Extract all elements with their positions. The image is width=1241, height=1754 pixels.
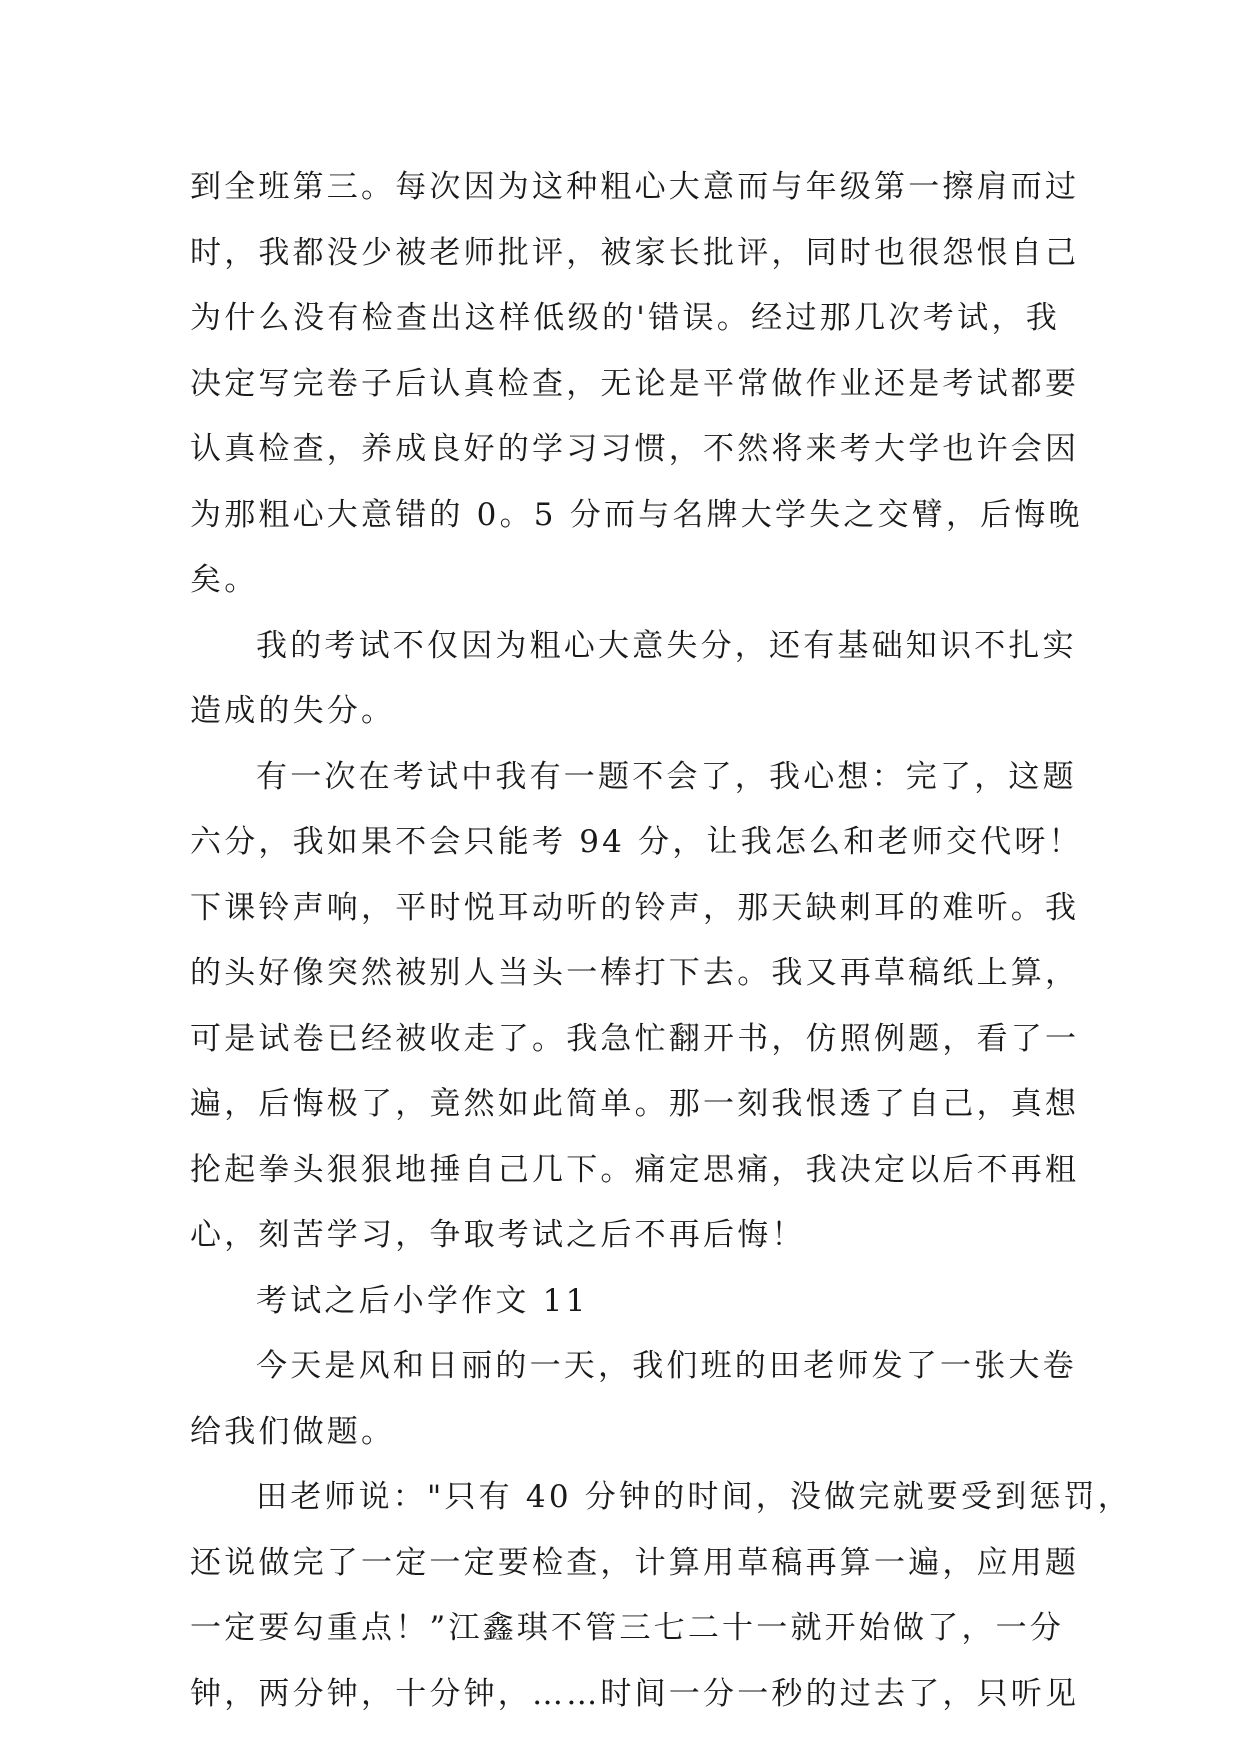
text-line: 到全班第三。每次因为这种粗心大意而与年级第一擦肩而过 [190, 169, 1080, 205]
text-line: 为那粗心大意错的 0。5 分而与名牌大学失之交臂，后悔晚 [190, 496, 1083, 533]
text-line: 认真检查，养成良好的学习习惯，不然将来考大学也许会因 [190, 431, 1080, 467]
document-body [190, 155, 1133, 1727]
text-line: 一定要勾重点！”江鑫琪不管三七二十一就开始做了，一分 [190, 1610, 1065, 1646]
text-line: 下课铃声响，平时悦耳动听的铃声，那天缺刺耳的难听。我 [190, 889, 1080, 926]
paragraph-first-line: 有一次在考试中我有一题不会了，我心想：完了，这题 [256, 758, 1077, 795]
paragraph-first-line: 田老师说："只有 40 分钟的时间，没做完就要受到惩罚， [256, 1479, 1133, 1515]
text-line: 可是试卷已经被收走了。我急忙翻开书，仿照例题，看了一 [190, 1020, 1080, 1057]
text-line: 心，刻苦学习，争取考试之后不再后悔！ [190, 1217, 806, 1253]
paragraph-first-line: 我的考试不仅因为粗心大意失分，还有基础知识不扎实 [256, 627, 1077, 664]
text-line: 遍，后悔极了，竟然如此简单。那一刻我恨透了自己，真想 [190, 1086, 1080, 1122]
text-line: 给我们做题。 [190, 1413, 396, 1450]
text-line: 还说做完了一定一定要检查，计算用草稿再算一遍，应用题 [190, 1544, 1080, 1581]
section-heading: 考试之后小学作文 11 [256, 1282, 589, 1319]
text-line: 造成的失分。 [190, 693, 396, 729]
text-line: 钟，两分钟，十分钟，……时间一分一秒的过去了，只听见 [190, 1675, 1080, 1712]
text-line: 抡起拳头狠狠地捶自己几下。痛定思痛，我决定以后不再粗 [190, 1151, 1080, 1188]
text-line: 为什么没有检查出这样低级的'错误。经过那几次考试，我 [190, 300, 1060, 336]
text-line: 六分，我如果不会只能考 94 分，让我怎么和老师交代呀！ [190, 824, 1083, 860]
text-line: 矣。 [190, 562, 259, 598]
text-line: 时，我都没少被老师批评，被家长批评，同时也很怨恨自己 [190, 234, 1080, 271]
text-line: 决定写完卷子后认真检查，无论是平常做作业还是考试都要 [190, 365, 1080, 402]
paragraph-first-line: 今天是风和日丽的一天，我们班的田老师发了一张大卷 [256, 1348, 1077, 1384]
text-line: 的头好像突然被别人当头一棒打下去。我又再草稿纸上算， [190, 955, 1080, 991]
